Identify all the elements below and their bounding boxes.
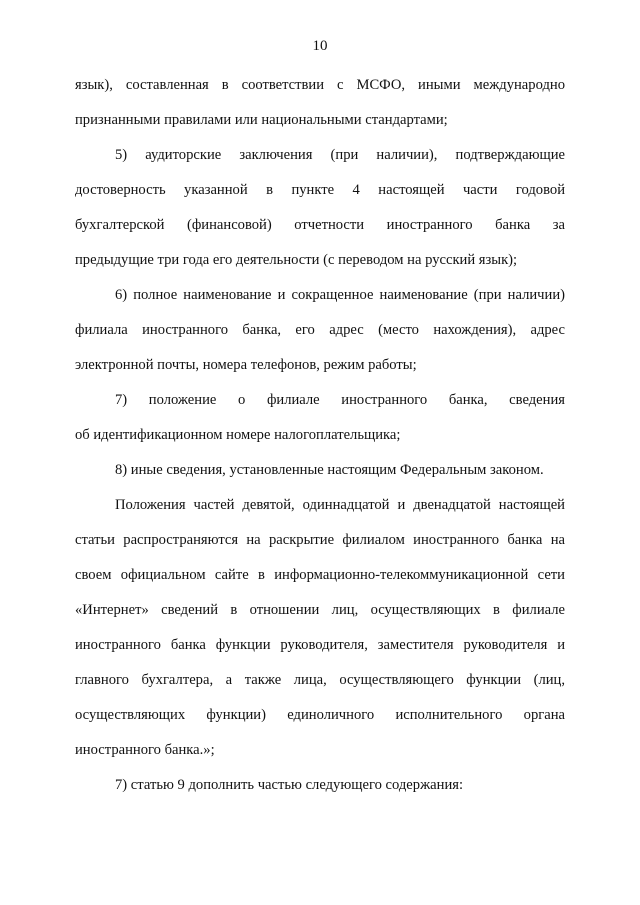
text-line: 7) статью 9 дополнить частью следующего содержания: — [115, 777, 464, 793]
paragraph-amendment-7 — [75, 768, 565, 803]
text-line: филиала иностранного банка, его адрес (место нахождения), адрес — [75, 322, 565, 338]
text-line: Положения частей девятой, одиннадцатой и двенадцатой настоящей — [115, 497, 565, 513]
text-line: достоверность указанной в пункте 4 настоящей части годовой — [75, 182, 565, 198]
text-line: «Интернет» сведений в отношении лиц, осуществляющих в филиале — [75, 602, 565, 618]
document-body — [75, 68, 565, 803]
text-line: 5) аудиторские заключения (при наличии), подтверждающие — [115, 147, 565, 163]
text-line: иностранного банка.»; — [75, 742, 215, 758]
paragraph-provisions — [75, 488, 565, 768]
paragraph-item-7 — [75, 383, 565, 453]
text-line: своем официальном сайте в информационно-телекоммуникационной сети — [75, 567, 565, 583]
text-line: бухгалтерской (финансовой) отчетности иностранного банка за — [75, 217, 565, 233]
text-line: 7) положение о филиале иностранного банка, сведения — [115, 392, 565, 408]
text-line: предыдущие три года его деятельности (с переводом на русский язык); — [75, 252, 518, 268]
text-line: осуществляющих функции) единоличного исполнительного органа — [75, 707, 565, 723]
text-line: 6) полное наименование и сокращенное наименование (при наличии) — [115, 287, 565, 303]
paragraph-continuation — [75, 68, 565, 138]
text-line: 8) иные сведения, установленные настоящим Федеральным законом. — [115, 462, 544, 478]
paragraph-item-5 — [75, 138, 565, 278]
text-line: признанными правилами или национальными стандартами; — [75, 112, 448, 128]
text-line: язык), составленная в соответствии с МСФО, иными международно — [75, 77, 565, 93]
text-line: иностранного банка функции руководителя, заместителя руководителя и — [75, 637, 565, 653]
text-line: электронной почты, номера телефонов, режим работы; — [75, 357, 417, 373]
text-line: главного бухгалтера, а также лица, осуществляющего функции (лиц, — [75, 672, 565, 688]
text-line: статьи распространяются на раскрытие филиалом иностранного банка на — [75, 532, 565, 548]
text-line: об идентификационном номере налогоплательщика; — [75, 427, 401, 443]
page-number: 10 — [312, 38, 328, 54]
paragraph-item-8 — [75, 453, 565, 488]
paragraph-item-6 — [75, 278, 565, 383]
